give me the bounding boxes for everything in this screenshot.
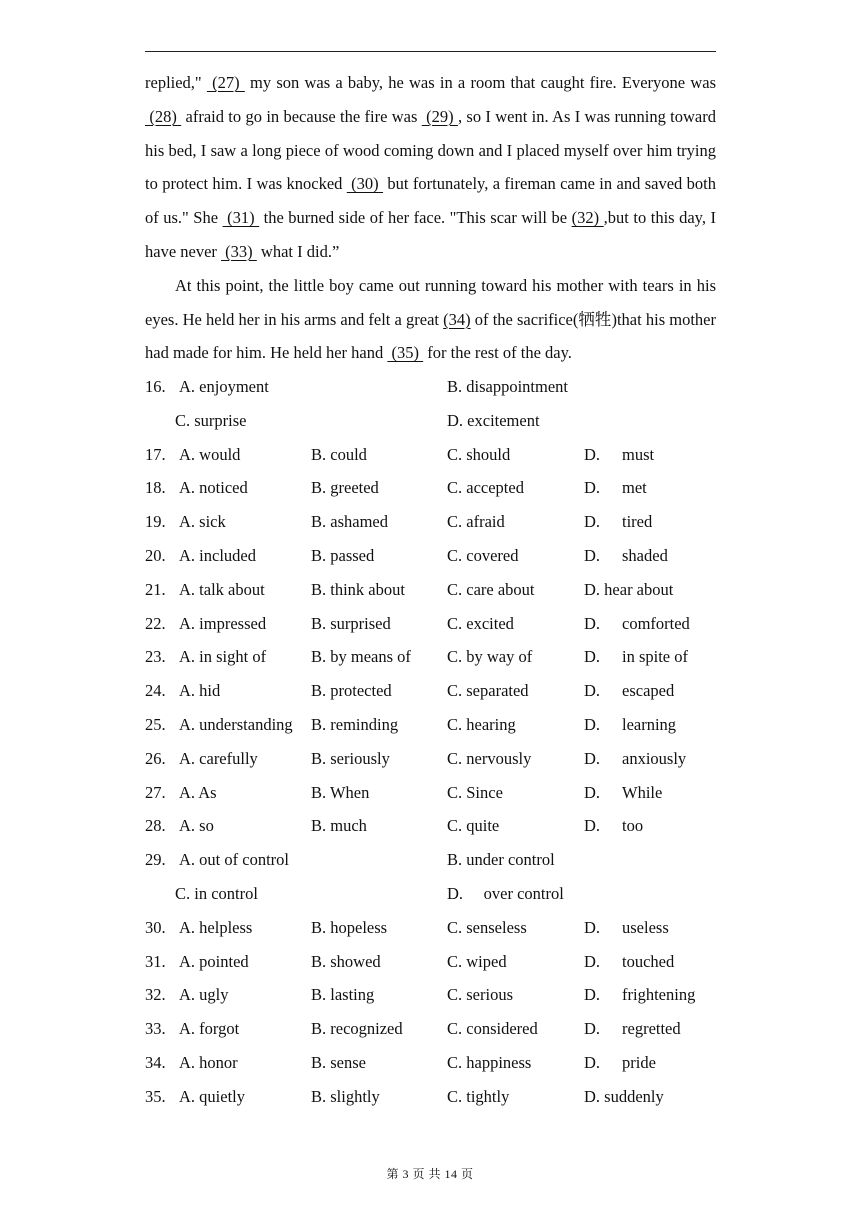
option-c: C. quite [447, 816, 500, 836]
option-d-letter: D. [584, 985, 601, 1005]
option-c: C. happiness [447, 1052, 532, 1072]
question-row [145, 945, 745, 979]
question-number: 25. [145, 714, 166, 734]
option-a: A. As [179, 782, 217, 802]
question-number: 17. [145, 444, 166, 464]
option-d-letter: D. [584, 1019, 601, 1039]
question-number: 31. [145, 951, 166, 971]
option-a: A. hid [179, 681, 221, 701]
option-d-text: tired [622, 512, 653, 532]
question-number: 16. [145, 377, 166, 396]
option-a: A. forgot [179, 1019, 240, 1039]
option-d [584, 539, 668, 573]
question-row [145, 471, 745, 505]
page-footer: 第 3 页 共 14 页 [386, 1167, 474, 1181]
option-a: A. so [179, 816, 214, 836]
option-b: B. greeted [311, 478, 379, 498]
question-row [145, 438, 745, 472]
option-d [584, 911, 669, 945]
question-row [145, 1080, 745, 1114]
option-a: A. noticed [179, 478, 248, 498]
option-d-text: regretted [622, 1019, 681, 1039]
answer-blank: (29) [421, 106, 458, 126]
option-d-text: learning [622, 714, 677, 734]
option-d [584, 640, 688, 674]
question-row [145, 1046, 745, 1080]
question-number: 18. [145, 478, 166, 498]
option-d-letter: D. [584, 613, 601, 633]
option-d-letter: D. [584, 681, 601, 701]
option-c: C. in control [175, 883, 258, 903]
option-c: C. should [447, 444, 511, 464]
option-d [584, 776, 662, 810]
option-d-text: useless [622, 917, 669, 937]
option-d-text: met [622, 478, 647, 498]
option-b: B. by means of [311, 647, 411, 667]
answer-blank: (31) [222, 208, 260, 228]
answer-blank: (32) [571, 208, 604, 228]
option-d-text: frightening [622, 985, 696, 1005]
option-c: C. afraid [447, 512, 505, 532]
option-d-text: in spite of [622, 647, 688, 667]
option-d [584, 1012, 681, 1046]
option-d-text: too [622, 816, 644, 836]
option-c: C. excited [447, 613, 514, 633]
option-a: A. included [179, 545, 256, 565]
answer-blank: (34) [443, 309, 471, 329]
option-b: B. recognized [311, 1019, 403, 1039]
option-d-letter: D. [584, 748, 601, 768]
option-a: A. out of control [179, 850, 289, 870]
question-number: 29. [145, 850, 166, 870]
option-d-letter: D. [584, 917, 601, 937]
header-rule [145, 51, 716, 52]
option-d [584, 708, 676, 742]
option-b: B. could [311, 444, 367, 464]
option-d-letter: D. [584, 1052, 601, 1072]
option-a: A. pointed [179, 951, 249, 971]
option-c: C. by way of [447, 647, 533, 667]
option-d [584, 607, 690, 641]
option-b: B. think about [311, 579, 405, 599]
option-b: B. hopeless [311, 917, 388, 937]
option-c: C. Since [447, 782, 503, 802]
question-number: 27. [145, 782, 166, 802]
question-row [145, 404, 745, 438]
option-c: C. care about [447, 579, 535, 599]
question-list [145, 370, 745, 1114]
option-d-letter: D. [584, 951, 601, 971]
option-a: A. carefully [179, 748, 258, 768]
option-a: A. helpless [179, 917, 253, 937]
option-a: A. understanding [179, 714, 293, 734]
option-b: B. disappointment [447, 377, 568, 396]
question-number: 21. [145, 579, 166, 599]
question-row [145, 1012, 745, 1046]
question-number: 28. [145, 816, 166, 836]
question-number: 34. [145, 1052, 166, 1072]
option-d: D. hear about [584, 579, 674, 599]
option-c: C. considered [447, 1019, 538, 1039]
option-c: C. tightly [447, 1086, 510, 1106]
option-b: B. seriously [311, 748, 390, 768]
option-c: C. covered [447, 545, 519, 565]
question-row [145, 573, 745, 607]
option-c: C. accepted [447, 478, 524, 498]
option-d [584, 674, 674, 708]
option-d-letter: D. [584, 782, 601, 802]
option-b: B. surprised [311, 613, 391, 633]
option-d [584, 1046, 656, 1080]
option-b: B. lasting [311, 985, 375, 1005]
option-b: B. protected [311, 681, 392, 701]
option-b: B. ashamed [311, 512, 388, 532]
option-d-text: pride [622, 1052, 656, 1072]
answer-blank: (30) [346, 174, 384, 194]
option-d [584, 945, 674, 979]
option-b: B. much [311, 816, 367, 836]
option-d-letter: D. [584, 545, 601, 565]
option-b: B. reminding [311, 714, 399, 734]
option-c: C. nervously [447, 748, 532, 768]
question-row [145, 911, 745, 945]
answer-blank: (27) [206, 73, 245, 92]
option-d [584, 438, 654, 472]
reading-passage [145, 66, 716, 370]
option-d [584, 809, 643, 843]
option-a: A. enjoyment [179, 377, 269, 396]
passage-paragraph-1: replied," (27) my son was a baby, he was in a room that caught fire. Everyone was (28) afraid to go in because the fire was (29) , so I went in. As I was running toward his bed, I saw a long piece of wood coming down and I placed myself over him trying to protect him. I was knocked (30) but fortunately, a fireman came in and saved both of us." She (31) the burned side of her face. "This scar will be (32) ,but to this day, I have never (33) what I did.” [145, 73, 717, 261]
option-d-text: comforted [622, 613, 690, 633]
option-d-letter: D. [584, 714, 601, 734]
option-a: A. would [179, 444, 241, 464]
option-a: A. talk about [179, 579, 265, 599]
option-a: A. impressed [179, 613, 267, 633]
option-d: D. over control [447, 883, 564, 903]
question-row [145, 674, 745, 708]
question-number: 23. [145, 647, 166, 667]
option-b: B. passed [311, 545, 375, 565]
option-b: B. under control [447, 850, 555, 870]
option-a: A. sick [179, 512, 226, 532]
question-row [145, 505, 745, 539]
option-d-letter: D. [584, 816, 601, 836]
option-d: D. suddenly [584, 1086, 664, 1106]
option-a: A. honor [179, 1052, 238, 1072]
question-number: 35. [145, 1086, 166, 1106]
option-b: B. slightly [311, 1086, 380, 1106]
option-d: D. excitement [447, 410, 540, 430]
option-a: A. ugly [179, 985, 229, 1005]
option-b: B. showed [311, 951, 381, 971]
option-a: A. quietly [179, 1086, 245, 1106]
passage-paragraph-2: At this point, the little boy came out running toward his mother with tears in his eyes. He held her in his arms and felt a great (34) of the sacrifice(牺牲)that his mother had made for him. He held her hand (35) for the rest of the day. [145, 275, 717, 363]
option-d-letter: D. [584, 444, 601, 464]
option-d-text: escaped [622, 681, 675, 701]
option-b: B. When [311, 782, 370, 802]
option-d-text: While [622, 782, 663, 802]
answer-blank: (28) [145, 106, 182, 126]
option-d-letter: D. [584, 478, 601, 498]
option-d-text: shaded [622, 545, 668, 565]
option-d [584, 471, 647, 505]
question-row [145, 370, 745, 404]
question-row [145, 843, 745, 877]
question-number: 20. [145, 545, 166, 565]
question-number: 32. [145, 985, 166, 1005]
option-c: C. separated [447, 681, 529, 701]
option-c: C. hearing [447, 714, 516, 734]
question-number: 26. [145, 748, 166, 768]
question-row [145, 640, 745, 674]
question-row [145, 708, 745, 742]
option-c: C. serious [447, 985, 513, 1005]
option-d-letter: D. [584, 647, 601, 667]
option-d-text: touched [622, 951, 675, 971]
question-number: 33. [145, 1019, 166, 1039]
question-number: 22. [145, 613, 166, 633]
option-d-text: anxiously [622, 748, 687, 768]
option-d-text: must [622, 444, 655, 464]
option-d [584, 742, 686, 776]
option-c: C. wiped [447, 951, 507, 971]
answer-blank: (35) [387, 343, 424, 363]
option-d-letter: D. [584, 512, 601, 532]
question-row [145, 877, 745, 911]
question-number: 19. [145, 512, 166, 532]
option-a: A. in sight of [179, 647, 267, 667]
answer-blank: (33) [221, 241, 257, 261]
option-b: B. sense [311, 1052, 366, 1072]
option-d [584, 978, 695, 1012]
question-row [145, 809, 745, 843]
question-number: 30. [145, 917, 166, 937]
option-c: C. surprise [175, 410, 247, 430]
question-row [145, 539, 745, 573]
option-c: C. senseless [447, 917, 527, 937]
question-row [145, 776, 745, 810]
question-row [145, 978, 745, 1012]
question-row [145, 607, 745, 641]
question-number: 24. [145, 681, 166, 701]
question-row [145, 742, 745, 776]
option-d [584, 505, 652, 539]
